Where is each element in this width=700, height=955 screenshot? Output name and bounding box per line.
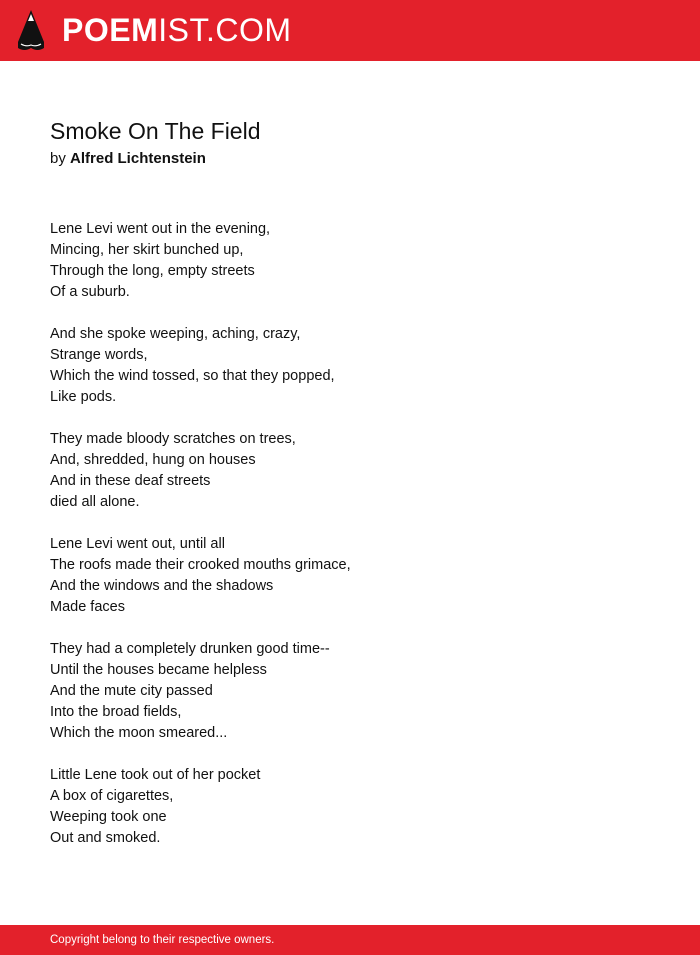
poem-line: Which the moon smeared...: [50, 725, 228, 741]
author-name: Alfred Lichtenstein: [70, 150, 206, 167]
poem-line: Lene Levi went out in the evening,: [50, 221, 271, 237]
poem-line: And she spoke weeping, aching, crazy,: [50, 326, 301, 342]
poem-line: Which the wind tossed, so that they popped,: [50, 368, 335, 384]
poem-line: died all alone.: [50, 494, 140, 510]
poem-line: Until the houses became helpless: [50, 662, 267, 678]
byline-prefix: by: [50, 150, 66, 167]
pencil-logo-icon[interactable]: [18, 10, 44, 52]
poem-line: Out and smoked.: [50, 830, 161, 846]
byline: [50, 148, 206, 170]
poem-line: Through the long, empty streets: [50, 263, 255, 279]
poem-line: Little Lene took out of her pocket: [50, 767, 261, 783]
poem-stanza: [50, 765, 650, 849]
poem-line: Like pods.: [50, 389, 117, 405]
poem-line: Mincing, her skirt bunched up,: [50, 242, 244, 258]
poem-line: The roofs made their crooked mouths grimace,: [50, 557, 351, 573]
poem-stanza: [50, 534, 650, 618]
poem-line: They had a completely drunken good time--: [50, 641, 330, 657]
poem-line: And the mute city passed: [50, 683, 213, 699]
site-header: [0, 0, 700, 61]
poem-line: Strange words,: [50, 347, 148, 363]
logo-light-text: IST.COM: [158, 12, 292, 48]
poem-line: They made bloody scratches on trees,: [50, 431, 296, 447]
poem-stanza: [50, 324, 650, 408]
poem-stanza: [50, 429, 650, 513]
poem-line: Lene Levi went out, until all: [50, 536, 225, 552]
site-logo[interactable]: [62, 12, 292, 48]
copyright-notice: Copyright belong to their respective owners.: [50, 934, 275, 946]
poem-line: Of a suburb.: [50, 284, 130, 300]
poem-line: Made faces: [50, 599, 125, 615]
poem-line: Weeping took one: [50, 809, 167, 825]
poem-line: And the windows and the shadows: [50, 578, 274, 594]
poem-line: And, shredded, hung on houses: [50, 452, 256, 468]
poem-stanza: [50, 639, 650, 744]
poem-line: And in these deaf streets: [50, 473, 211, 489]
poem-stanza: [50, 219, 650, 303]
poem-line: A box of cigarettes,: [50, 788, 174, 804]
logo-bold-text: POEM: [62, 12, 159, 48]
poem-body: [50, 219, 650, 870]
poem-line: Into the broad fields,: [50, 704, 182, 720]
poem-title: Smoke On The Field: [50, 118, 261, 144]
site-footer: [0, 925, 700, 955]
